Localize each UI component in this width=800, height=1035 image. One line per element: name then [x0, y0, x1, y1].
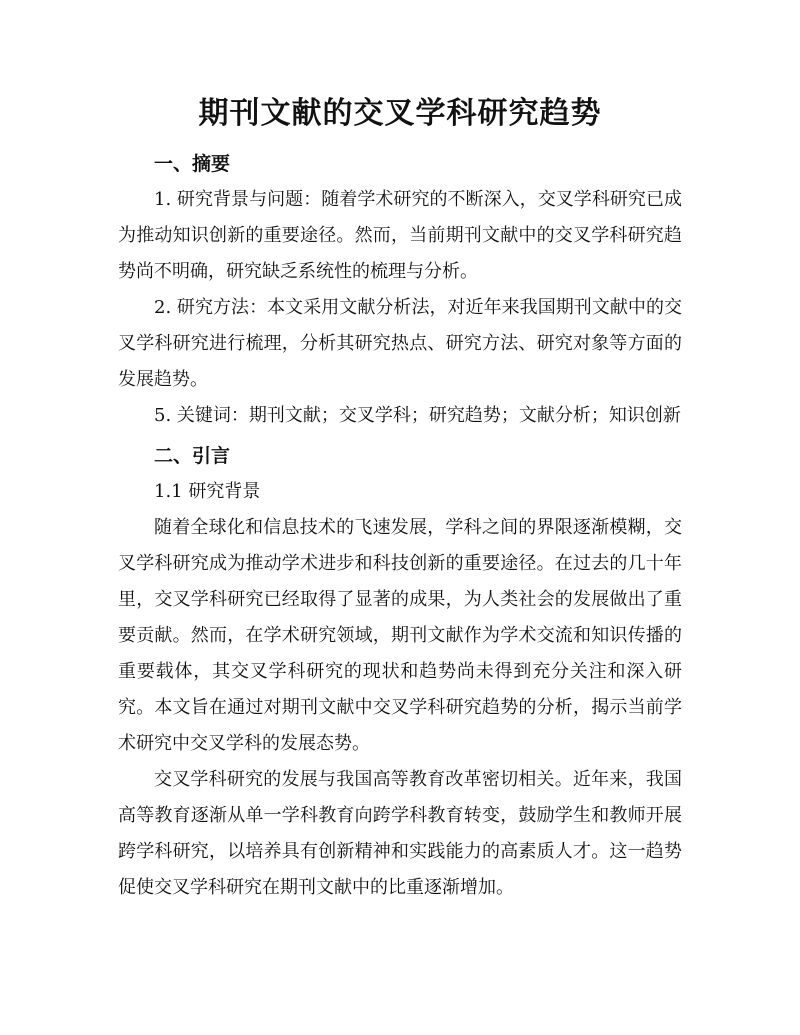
section-heading: 二、引言: [154, 445, 231, 467]
document-title: 期刊文献的交叉学科研究趋势: [198, 96, 602, 131]
subsection-heading: 1.1 研究背景: [154, 481, 261, 502]
paragraph: 随着全球化和信息技术的飞速发展，学科之间的界限逐渐模糊，交叉学科研究成为推动学术进步和科技创新的重要途径。在过去的几十年里，交叉学科研究已经取得了显著的成果，为人类社会的发展做出了重要贡献。然而，在学术研究领域，期刊文献作为学术交流和知识传播的重要载体，其交叉学科研究的现状和趋势尚未得到充分关注和深入研究。本文旨在通过对期刊文献中交叉学科研究趋势的分析，揭示当前学术研究中交叉学科的发展态势。: [118, 517, 682, 754]
section-introduction: [118, 438, 682, 906]
section-abstract: [118, 146, 682, 434]
document-body: [118, 146, 682, 906]
paragraph: 5. 关键词：期刊文献；交叉学科；研究趋势；文献分析；知识创新: [154, 405, 681, 426]
paragraph: 1. 研究背景与问题：随着学术研究的不断深入，交叉学科研究已成为推动知识创新的重要途径。然而，当前期刊文献中的交叉学科研究趋势尚不明确，研究缺乏系统性的梳理与分析。: [118, 189, 682, 282]
section-heading: 一、摘要: [154, 153, 231, 175]
paragraph: 交叉学科研究的发展与我国高等教育改革密切相关。近年来，我国高等教育逐渐从单一学科教育向跨学科教育转变，鼓励学生和教师开展跨学科研究，以培养具有创新精神和实践能力的高素质人才。这一趋势促使交叉学科研究在期刊文献中的比重逐渐增加。: [118, 769, 682, 898]
paragraph: 2. 研究方法：本文采用文献分析法，对近年来我国期刊文献中的交叉学科研究进行梳理，分析其研究热点、研究方法、研究对象等方面的发展趋势。: [118, 297, 682, 390]
